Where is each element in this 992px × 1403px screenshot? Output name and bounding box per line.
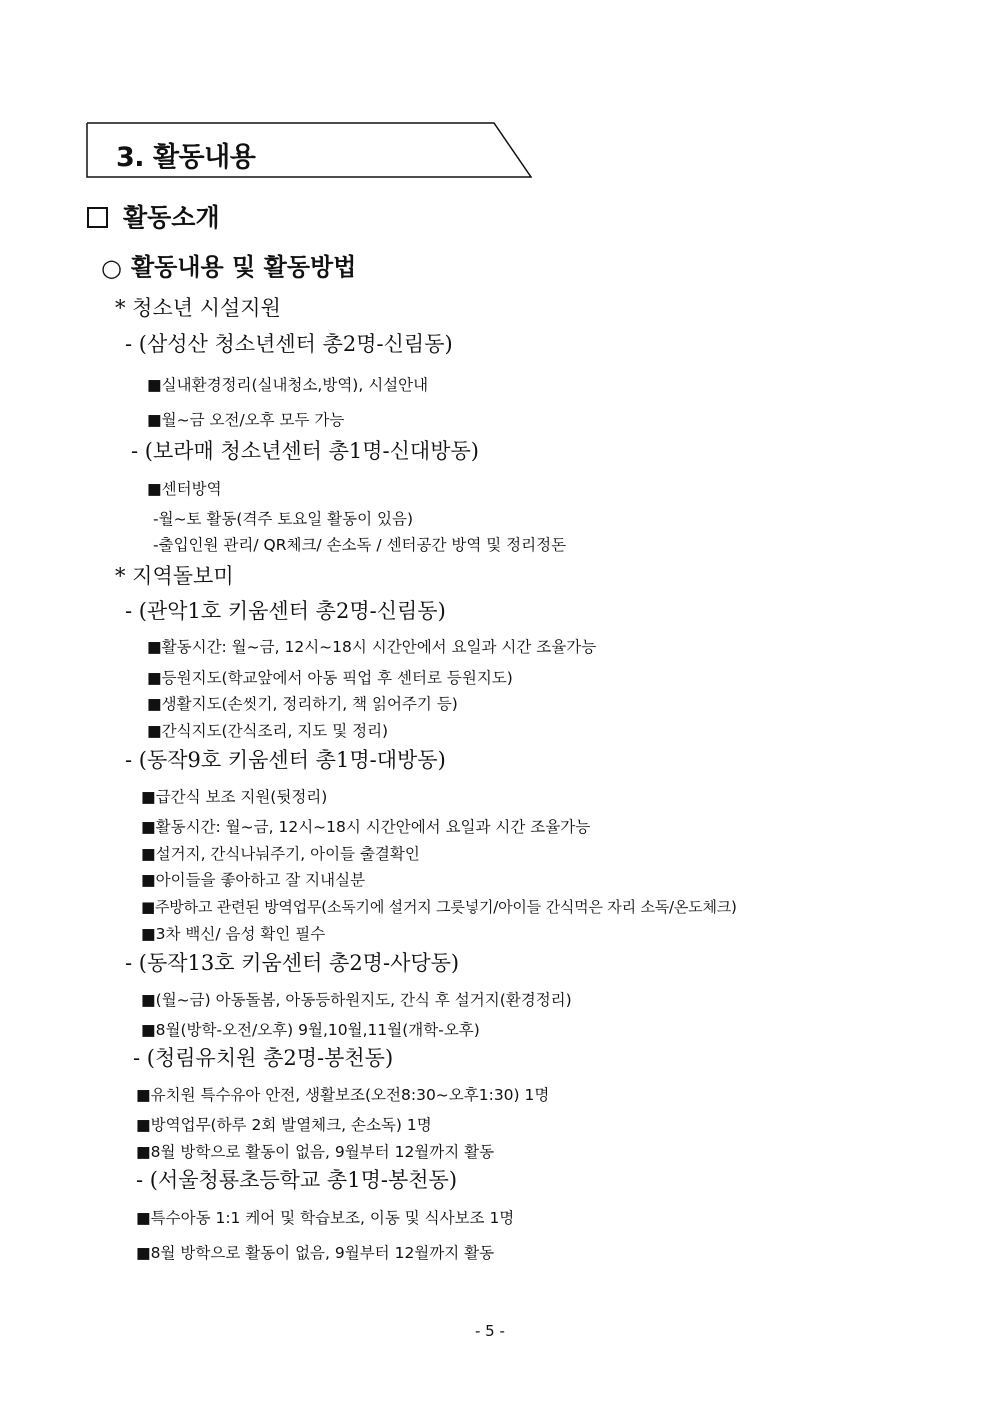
list-item: ■등원지도(학교앞에서 아동 픽업 후 센터로 등원지도) [147, 669, 513, 687]
list-item: -월~토 활동(격주 토요일 활동이 있음) [153, 510, 414, 528]
list-item: ■(월~금) 아동돌봄, 아동등하원지도, 간식 후 설거지(환경정리) [141, 991, 572, 1009]
list-item: ■방역업무(하루 2회 발열체크, 손소독) 1명 [136, 1116, 432, 1134]
list-item: ■주방하고 관련된 방역업무(소독기에 설거지 그릇넣기/아이들 간식먹은 자리 소독/온도체크) [141, 898, 737, 916]
section-header-box [86, 122, 532, 178]
site-header: - (관악1호 키움센터 총2명-신림동) [125, 599, 446, 623]
site-header: - (청림유치원 총2명-봉천동) [133, 1046, 394, 1070]
site-header: - (동작13호 키움센터 총2명-사당동) [125, 951, 460, 975]
list-item: ■아이들을 좋아하고 잘 지내실분 [141, 871, 366, 889]
list-item: ■월~금 오전/오후 모두 가능 [147, 411, 345, 429]
list-item: ■활동시간: 월~금, 12시~18시 시간안에서 요일과 시간 조율가능 [147, 638, 597, 656]
list-item: ■8월 방학으로 활동이 없음, 9월부터 12월까지 활동 [136, 1244, 495, 1262]
checkbox-square-icon [87, 207, 108, 228]
site-header: - (삼성산 청소년센터 총2명-신림동) [125, 332, 453, 356]
list-item: ■유치원 특수유아 안전, 생활보조(오전8:30~오후1:30) 1명 [136, 1086, 550, 1104]
site-header: - (서울청룡초등학교 총1명-봉천동) [136, 1168, 458, 1192]
heading-activity-intro: 활동소개 [123, 203, 220, 232]
list-item: ■급간식 보조 지원(뒷정리) [141, 788, 328, 806]
site-header: - (보라매 청소년센터 총1명-신대방동) [131, 439, 479, 463]
circle-bullet-icon: ○ [101, 254, 122, 282]
list-item: ■활동시간: 월~금, 12시~18시 시간안에서 요일과 시간 조율가능 [141, 818, 591, 836]
heading-activity-methods: 활동내용 및 활동방법 [131, 253, 357, 281]
list-item: ■8월(방학-오전/오후) 9월,10월,11월(개학-오후) [141, 1021, 480, 1039]
page-number: - 5 - [475, 1322, 505, 1340]
list-item: ■실내환경정리(실내청소,방역), 시설안내 [147, 376, 429, 394]
list-item: -출입인원 관리/ QR체크/ 손소독 / 센터공간 방역 및 정리정돈 [153, 536, 567, 554]
list-item: ■3차 백신/ 음성 확인 필수 [141, 925, 326, 943]
list-item: ■생활지도(손씻기, 정리하기, 책 읽어주기 등) [147, 695, 458, 713]
section-title: 3. 활동내용 [116, 142, 256, 173]
list-item: ■설거지, 간식나눠주기, 아이들 출결확인 [141, 845, 420, 863]
list-item: ■간식지도(간식조리, 지도 및 정리) [147, 722, 389, 740]
category-youth-facility: * 청소년 시설지원 [115, 296, 281, 320]
category-community-care: * 지역돌보미 [115, 564, 234, 588]
list-item: ■센터방역 [147, 480, 222, 498]
site-header: - (동작9호 키움센터 총1명-대방동) [125, 748, 446, 772]
list-item: ■8월 방학으로 활동이 없음, 9월부터 12월까지 활동 [136, 1143, 495, 1161]
list-item: ■특수아동 1:1 케어 및 학습보조, 이동 및 식사보조 1명 [136, 1209, 515, 1227]
